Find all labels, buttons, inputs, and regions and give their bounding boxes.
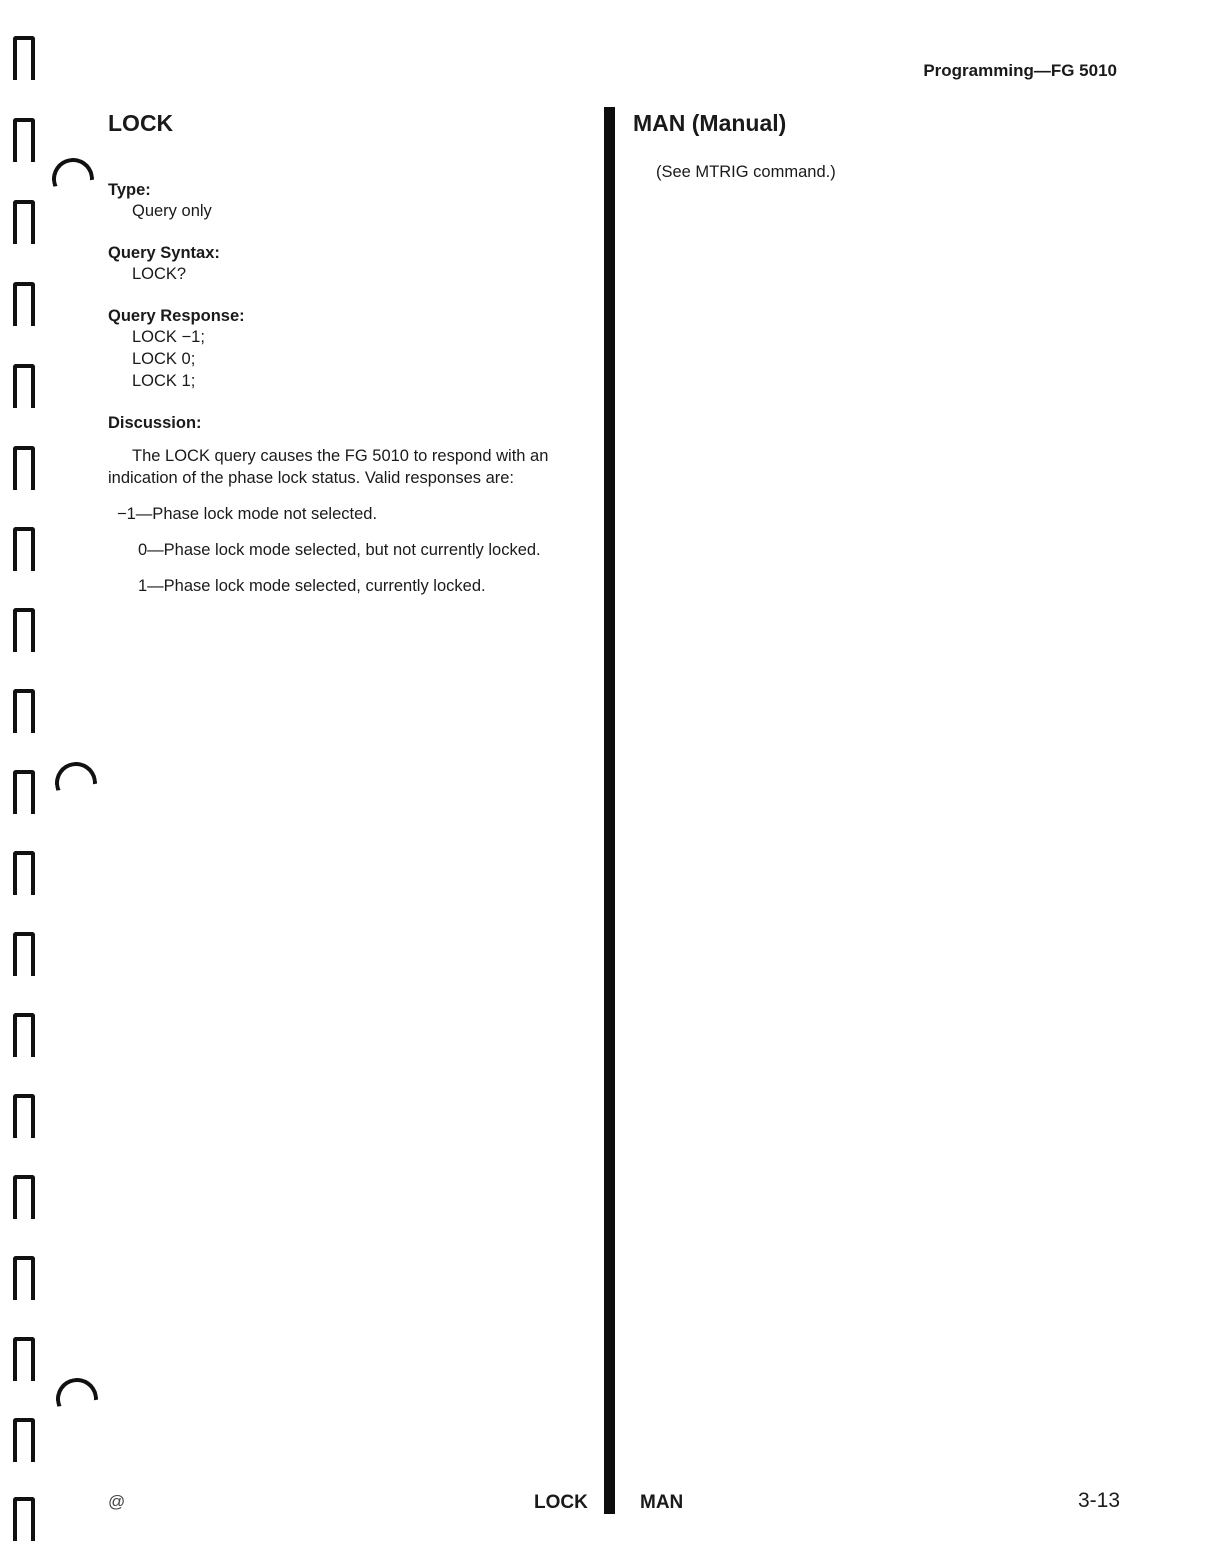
type-block [108,181,598,222]
binder-hole [13,446,35,490]
response-block [108,307,598,392]
binder-hole [13,689,35,733]
binder-hole [13,282,35,326]
binder-ring-arc [52,759,101,808]
binder-hole [13,770,35,814]
response-line: LOCK −1; [132,328,205,346]
binder-hole [13,932,35,976]
binder-hole [13,1337,35,1381]
syntax-label: Query Syntax: [108,244,220,262]
lock-section [108,110,598,597]
binder-hole [13,851,35,895]
binder-hole [13,1418,35,1462]
response-line: LOCK 0; [132,350,196,368]
binder-hole [13,118,35,162]
type-label: Type: [108,181,151,199]
column-divider [604,107,615,1514]
lock-title: LOCK [108,110,174,136]
binder-hole [13,608,35,652]
discussion-text: The LOCK query causes the FG 5010 to respond with an indication of the phase lock status. Valid responses are: [108,447,549,487]
running-head: Programming—FG 5010 [923,61,1117,80]
binder-ring-arc [49,155,98,204]
response-label: Query Response: [108,307,245,325]
page-number: 3-13 [1078,1489,1121,1512]
type-value: Query only [132,202,212,220]
footer-mark: @ [108,1492,126,1511]
footer-right-key: MAN [640,1492,684,1513]
response-line: LOCK 1; [132,372,196,390]
binder-hole [13,1094,35,1138]
syntax-value: LOCK? [132,265,187,283]
binder-hole [13,1175,35,1219]
man-note: (See MTRIG command.) [656,163,836,181]
list-item: −1—Phase lock mode not selected. [117,505,378,523]
man-section [633,110,1113,183]
binder-hole [13,364,35,408]
list-item: 1—Phase lock mode selected, currently locked. [138,577,486,595]
list-item: 0—Phase lock mode selected, but not currently locked. [138,541,541,559]
discussion-label: Discussion: [108,414,202,432]
binder-hole [13,527,35,571]
binder-hole [13,1256,35,1300]
binder-hole [13,1013,35,1057]
binder-hole [13,36,35,80]
binder-hole [13,200,35,244]
binder-ring-arc [53,1375,102,1424]
footer-left-key: LOCK [534,1492,588,1513]
man-title: MAN (Manual) [633,110,787,136]
discussion-block [108,414,598,597]
syntax-block [108,244,598,285]
binder-hole [13,1497,35,1541]
